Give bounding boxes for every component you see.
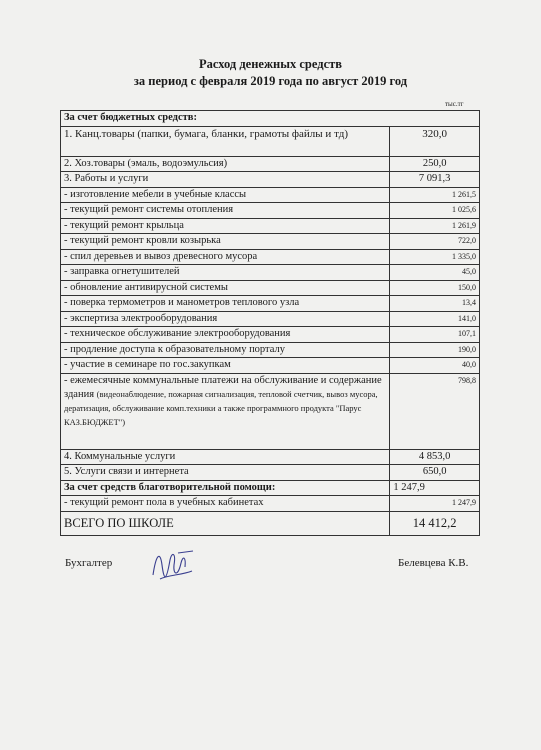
row-label: 3. Работы и услуги [61,172,390,188]
total-value: 14 412,2 [390,511,480,535]
accountant-name: Белевцева К.В. [398,557,469,569]
table-row [61,249,480,265]
row-value: 7 091,3 [390,172,480,188]
row-value: 40,0 [390,358,480,374]
document-subtitle: за период с февраля 2019 года по август 2019 год [133,74,408,88]
row-value: 107,1 [390,327,480,343]
row-label: - заправка огнетушителей [61,265,390,281]
row-label: - техническое обслуживание электрооборудования [61,327,390,343]
row-label: 5. Услуги связи и интернета [61,465,390,481]
row-value: 320,0 [390,126,480,156]
row-value: 4 853,0 [390,449,480,465]
row-value: 1 247,9 [390,480,480,496]
row-value: 722,0 [390,234,480,250]
row-value: 798,8 [390,373,480,449]
table-row [61,449,480,465]
table-row [61,296,480,312]
row-value: 45,0 [390,265,480,281]
row-label-main: - ежемесячные коммунальные платежи на обслуживание и содержание здания [64,374,382,400]
table-row [61,327,480,343]
table-row [61,511,480,535]
total-label: ВСЕГО ПО ШКОЛЕ [61,511,390,535]
row-label: - экспертиза электрооборудования [61,311,390,327]
row-label [61,373,390,449]
row-value: 1 261,9 [390,218,480,234]
row-value: 1 335,0 [390,249,480,265]
accountant-role: Бухгалтер [65,557,113,569]
document-title: Расход денежных средств [198,57,343,71]
row-value: 1 247,9 [390,496,480,512]
row-label: 2. Хоз.товары (эмаль, водоэмульсия) [61,156,390,172]
row-label: - спил деревьев и вывоз древесного мусора [61,249,390,265]
table-row [61,187,480,203]
row-value: 650,0 [390,465,480,481]
table-row [61,342,480,358]
signature-scribble [148,545,198,585]
table-row [61,496,480,512]
row-label-note: (видеонаблюдение, пожарная сигнализация, тепловой счетчик, вывоз мусора, дератизация, обслуживание комп.техники а также программного продукта "Парус КАЗ.БЮДЖЕТ") [64,388,378,427]
row-value: 190,0 [390,342,480,358]
table-row [61,111,480,127]
row-label: - поверка термометров и манометров теплового узла [61,296,390,312]
row-label: - текущий ремонт крыльца [61,218,390,234]
table-row [61,203,480,219]
row-label: - продление доступа к образовательному порталу [61,342,390,358]
row-label: 1. Канц.товары (папки, бумага, бланки, грамоты файлы и тд) [61,126,390,156]
row-label: 4. Коммунальные услуги [61,449,390,465]
table-row [61,465,480,481]
table-row [61,480,480,496]
table-row [61,126,480,156]
table-row [61,172,480,188]
row-value: 150,0 [390,280,480,296]
row-value: 13,4 [390,296,480,312]
row-value: 1 025,6 [390,203,480,219]
expenses-table [60,110,480,536]
table-row [61,265,480,281]
row-label: - обновление антивирусной системы [61,280,390,296]
units-label: тыс.тг [445,100,464,108]
row-label: - текущий ремонт системы отопления [61,203,390,219]
row-label: - текущий ремонт кровли козырька [61,234,390,250]
table-row [61,156,480,172]
table-row [61,358,480,374]
table-row [61,311,480,327]
table-row [61,234,480,250]
row-value: 250,0 [390,156,480,172]
table-row [61,218,480,234]
section-header-budget: За счет бюджетных средств: [61,111,480,127]
row-value: 1 261,5 [390,187,480,203]
section-header-charity: За счет средств благотворительной помощи: [61,480,390,496]
table-row [61,280,480,296]
row-label: - изготовление мебели в учебные классы [61,187,390,203]
table-row [61,373,480,449]
row-value: 141,0 [390,311,480,327]
row-label: - участие в семинаре по гос.закупкам [61,358,390,374]
row-label: - текущий ремонт пола в учебных кабинетах [61,496,390,512]
